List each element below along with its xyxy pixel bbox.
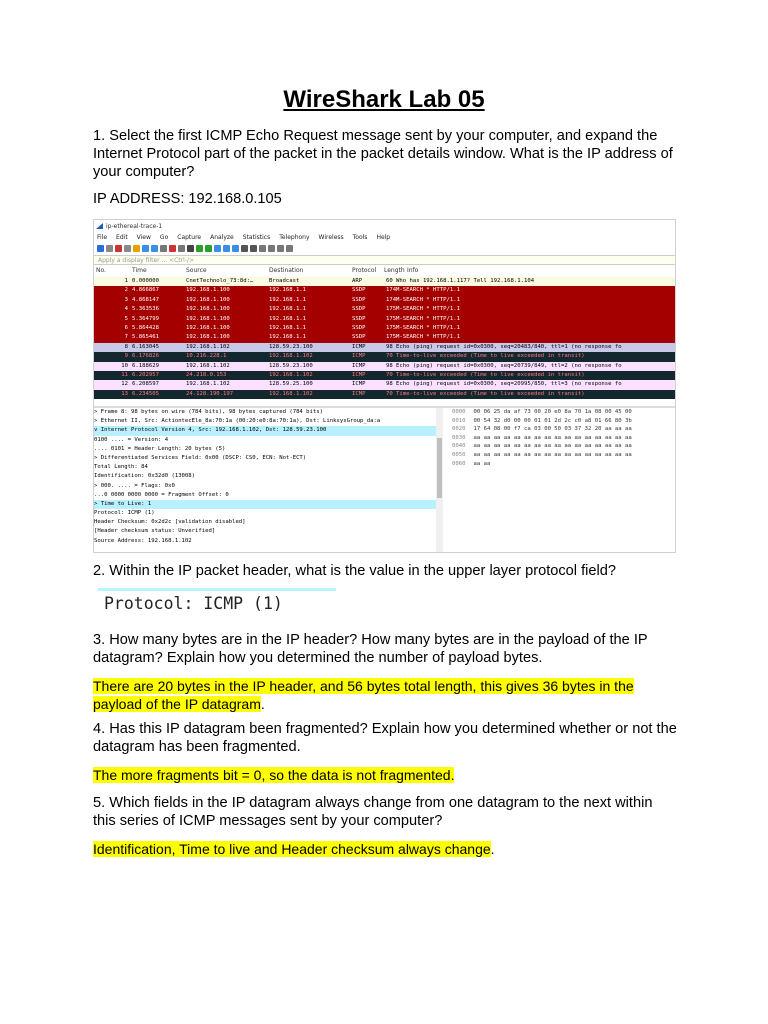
packet-cell-info: Time-to-live exceeded (Time to live exceeded in transit) bbox=[396, 390, 585, 397]
packet-cell-time: 6.188629 bbox=[132, 362, 159, 369]
detail-tree-item[interactable]: .... 0101 = Header Length: 20 bytes (5) bbox=[94, 445, 226, 452]
packet-cell-len: 175 bbox=[386, 306, 397, 313]
packet-cell-info: M-SEARCH * HTTP/1.1 bbox=[396, 334, 460, 341]
highlight-bar bbox=[98, 588, 336, 591]
hex-bytes: aa aa aa aa aa aa aa aa aa aa aa aa aa aa aa aa bbox=[473, 443, 632, 450]
packet-cell-len: 70 bbox=[386, 390, 393, 397]
answer-3-tail: . bbox=[260, 696, 265, 712]
packet-cell-dst: 192.168.1.1 bbox=[269, 315, 307, 322]
packet-cell-src: CnetTechnolo_73:8d:… bbox=[186, 278, 254, 284]
detail-tree-item[interactable]: Identification: 0x32d0 (13008) bbox=[94, 473, 196, 480]
question-3: 3. How many bytes are in the IP header? How many bytes are in the payload of the IP datagram? Explain how you determined the number of payload bytes. bbox=[93, 632, 648, 666]
packet-cell-src: 10.216.228.1 bbox=[186, 353, 227, 360]
packet-cell-no: 1 bbox=[124, 278, 128, 284]
wireshark-screenshot bbox=[93, 219, 676, 553]
col-protocol[interactable]: Protocol bbox=[352, 267, 377, 274]
col-source[interactable]: Source bbox=[186, 267, 207, 274]
packet-cell-no: 4 bbox=[124, 306, 128, 313]
detail-tree-item[interactable]: [Header checksum status: Unverified] bbox=[94, 528, 216, 535]
menu-item-analyze[interactable]: Analyze bbox=[210, 233, 234, 241]
packet-row[interactable] bbox=[94, 286, 675, 295]
toolbar-button-icon[interactable] bbox=[97, 245, 104, 252]
answer-5-highlight: Identification, Time to live and Header checksum always change bbox=[93, 841, 491, 857]
toolbar-button-icon[interactable] bbox=[214, 245, 221, 252]
detail-tree-item[interactable]: > Ethernet II, Src: ActiontecEle_8a:70:1a (00:20:e0:8a:70:1a), Dst: LinksysGroup_da:a bbox=[94, 418, 381, 425]
display-filter-input[interactable]: Apply a display filter ... <Ctrl-/> bbox=[94, 255, 675, 265]
toolbar-button-icon[interactable] bbox=[223, 245, 230, 252]
packet-row[interactable] bbox=[94, 390, 675, 399]
detail-tree-item[interactable]: v Internet Protocol Version 4, Src: 192.168.1.102, Dst: 128.59.23.100 bbox=[94, 426, 439, 435]
page-title: WireShark Lab 05 bbox=[283, 86, 485, 113]
packet-cell-proto: SSDP bbox=[352, 296, 366, 303]
packet-cell-time: 6.163045 bbox=[132, 343, 159, 350]
packet-cell-src: 24.128.190.197 bbox=[186, 390, 234, 397]
hex-offset: 0010 bbox=[452, 417, 466, 424]
hex-offset: 0050 bbox=[452, 451, 466, 458]
packet-cell-proto: SSDP bbox=[352, 315, 366, 322]
packet-cell-dst: 192.168.1.102 bbox=[269, 371, 313, 378]
detail-tree-item[interactable]: > Differentiated Services Field: 0x00 (DSCP: CS0, ECN: Not-ECT) bbox=[94, 454, 307, 461]
packet-cell-proto: ICMP bbox=[352, 362, 366, 369]
hex-offset: 0030 bbox=[452, 434, 466, 441]
hex-bytes: aa aa bbox=[473, 460, 491, 467]
toolbar-button-icon[interactable] bbox=[277, 245, 284, 252]
answer-1: IP ADDRESS: 192.168.0.105 bbox=[93, 191, 282, 207]
packet-row[interactable] bbox=[94, 362, 675, 371]
packet-cell-info: Who has 192.168.1.117? Tell 192.168.1.104 bbox=[396, 278, 535, 284]
packet-bytes-pane bbox=[444, 408, 676, 553]
packet-cell-no: 13 bbox=[121, 390, 128, 397]
packet-cell-src: 192.168.1.100 bbox=[186, 315, 230, 322]
detail-tree-item[interactable]: > Time to Live: 1 bbox=[94, 500, 439, 509]
toolbar-button-icon[interactable] bbox=[133, 245, 140, 252]
hex-row bbox=[444, 451, 676, 460]
toolbar-button-icon[interactable] bbox=[115, 245, 122, 252]
question-2: 2. Within the IP packet header, what is the value in the upper layer protocol field? bbox=[93, 563, 616, 579]
menu-bar bbox=[94, 232, 676, 242]
menu-item-telephony[interactable]: Telephony bbox=[279, 233, 310, 241]
packet-cell-time: 4.866867 bbox=[132, 287, 159, 294]
packet-row[interactable] bbox=[94, 315, 675, 324]
protocol-field-text: Protocol: ICMP (1) bbox=[104, 594, 283, 613]
packet-cell-src: 192.168.1.100 bbox=[186, 334, 230, 341]
menu-item-go[interactable]: Go bbox=[159, 233, 169, 241]
menu-item-capture[interactable]: Capture bbox=[177, 233, 202, 241]
packet-cell-len: 70 bbox=[386, 371, 393, 378]
packet-cell-no: 9 bbox=[124, 353, 128, 360]
packet-cell-info: Echo (ping) request id=0x0300, seq=20483/840, ttl=1 (no response fo bbox=[396, 343, 622, 350]
packet-cell-len: 70 bbox=[386, 353, 393, 360]
hex-row bbox=[444, 442, 676, 451]
packet-cell-time: 5.363536 bbox=[132, 306, 159, 313]
hex-row bbox=[444, 425, 676, 434]
detail-tree-item[interactable]: > Frame 8: 98 bytes on wire (784 bits), 98 bytes captured (784 bits) bbox=[94, 409, 324, 415]
packet-cell-proto: ICMP bbox=[352, 353, 366, 360]
packet-cell-proto: ICMP bbox=[352, 371, 366, 378]
packet-cell-time: 5.865461 bbox=[132, 334, 159, 341]
packet-cell-info: M-SEARCH * HTTP/1.1 bbox=[396, 306, 460, 313]
packet-cell-len: 175 bbox=[386, 324, 397, 331]
col-no[interactable]: No. bbox=[96, 267, 106, 274]
packet-cell-no: 12 bbox=[121, 381, 128, 388]
packet-row[interactable] bbox=[94, 305, 675, 314]
detail-tree-item[interactable]: Total Length: 84 bbox=[94, 464, 148, 471]
col-length[interactable]: Length bbox=[384, 267, 405, 274]
toolbar-button-icon[interactable] bbox=[268, 245, 275, 252]
hex-row bbox=[444, 408, 676, 417]
question-1: 1. Select the first ICMP Echo Request message sent by your computer, and expand the Internet Protocol part of the packet in the packet details window. What is the IP address of your computer? bbox=[93, 128, 673, 180]
packet-cell-proto: ICMP bbox=[352, 381, 366, 388]
question-5: 5. Which fields in the IP datagram always change from one datagram to the next within this series of ICMP messages sent by your computer? bbox=[93, 795, 653, 829]
packet-cell-dst: 192.168.1.1 bbox=[269, 334, 307, 341]
packet-cell-len: 174 bbox=[386, 287, 397, 294]
packet-cell-no: 5 bbox=[124, 315, 128, 322]
hex-row bbox=[444, 417, 676, 426]
hex-offset: 0020 bbox=[452, 426, 466, 433]
toolbar-button-icon[interactable] bbox=[124, 245, 131, 252]
packet-cell-src: 192.168.1.100 bbox=[186, 296, 230, 303]
packet-cell-proto: ICMP bbox=[352, 390, 366, 397]
packet-cell-no: 8 bbox=[124, 343, 128, 350]
packet-cell-info: Time-to-live exceeded (Time to live exceeded in transit) bbox=[396, 353, 585, 360]
packet-cell-time: 5.364799 bbox=[132, 315, 159, 322]
packet-cell-dst: 192.168.1.1 bbox=[269, 324, 307, 331]
col-info[interactable]: Info bbox=[407, 267, 419, 274]
packet-cell-len: 98 bbox=[386, 362, 393, 369]
packet-cell-src: 192.168.1.102 bbox=[186, 343, 230, 350]
packet-cell-len: 175 bbox=[386, 315, 397, 322]
toolbar-button-icon[interactable] bbox=[232, 245, 239, 252]
packet-cell-no: 3 bbox=[124, 296, 128, 303]
answer-4 bbox=[93, 766, 678, 784]
detail-tree-item[interactable]: Protocol: ICMP (1) bbox=[94, 510, 155, 517]
packet-cell-dst: 192.168.1.102 bbox=[269, 390, 313, 397]
toolbar-button-icon[interactable] bbox=[196, 245, 203, 252]
packet-cell-no: 2 bbox=[124, 287, 128, 294]
detail-tree-item[interactable]: Header Checksum: 0x2d2c [validation disabled] bbox=[94, 519, 246, 526]
toolbar-button-icon[interactable] bbox=[178, 245, 185, 252]
packet-cell-proto: SSDP bbox=[352, 306, 366, 313]
packet-list bbox=[94, 277, 675, 399]
packet-row[interactable] bbox=[94, 343, 675, 352]
packet-cell-info: Echo (ping) request id=0x0300, seq=20995/850, ttl=3 (no response fo bbox=[396, 381, 622, 388]
packet-row[interactable] bbox=[94, 296, 675, 305]
col-destination[interactable]: Destination bbox=[269, 267, 304, 274]
packet-cell-time: 6.208597 bbox=[132, 381, 159, 388]
packet-cell-proto: SSDP bbox=[352, 324, 366, 331]
hex-bytes: aa aa aa aa aa aa aa aa aa aa aa aa aa aa aa aa bbox=[473, 434, 632, 441]
protocol-field-snippet bbox=[98, 588, 338, 616]
packet-cell-info: Echo (ping) request id=0x0300, seq=20739/849, ttl=2 (no response fo bbox=[396, 362, 622, 369]
toolbar-button-icon[interactable] bbox=[106, 245, 113, 252]
packet-row[interactable] bbox=[94, 352, 675, 361]
hex-row bbox=[444, 460, 676, 469]
packet-cell-dst: 192.168.1.1 bbox=[269, 287, 307, 294]
packet-cell-no: 10 bbox=[121, 362, 128, 369]
menu-item-wireless[interactable]: Wireless bbox=[318, 233, 344, 241]
packet-cell-time: 0.000000 bbox=[132, 278, 159, 284]
hex-offset: 0040 bbox=[452, 443, 466, 450]
wireshark-fin-icon bbox=[96, 223, 103, 229]
detail-tree-item[interactable]: ...0 0000 0000 0000 = Fragment Offset: 0 bbox=[94, 491, 229, 498]
hex-bytes: 00 54 32 d0 00 00 01 01 2d 2c c0 a8 01 66 80 3b bbox=[473, 417, 632, 424]
packet-cell-proto: SSDP bbox=[352, 287, 366, 294]
details-scrollbar[interactable] bbox=[436, 408, 443, 553]
packet-cell-dst: 128.59.25.100 bbox=[269, 381, 313, 388]
packet-cell-src: 192.168.1.100 bbox=[186, 324, 230, 331]
packet-cell-time: 6.176826 bbox=[132, 353, 159, 360]
packet-row[interactable] bbox=[94, 324, 675, 333]
menu-item-tools[interactable]: Tools bbox=[352, 233, 368, 241]
answer-3-highlight: There are 20 bytes in the IP header, and 56 bytes total length, this gives 36 bytes in the payload of the IP datagram bbox=[93, 678, 634, 712]
answer-5-tail: . bbox=[490, 841, 495, 857]
toolbar-button-icon[interactable] bbox=[205, 245, 212, 252]
packet-cell-len: 174 bbox=[386, 296, 397, 303]
packet-cell-no: 7 bbox=[124, 334, 128, 341]
packet-cell-time: 6.234505 bbox=[132, 390, 159, 397]
packet-row[interactable] bbox=[94, 371, 675, 380]
detail-tree-item[interactable]: Source Address: 192.168.1.102 bbox=[94, 537, 192, 544]
toolbar-button-icon[interactable] bbox=[187, 245, 194, 252]
hex-row bbox=[444, 434, 676, 443]
packet-cell-dst: 192.168.1.102 bbox=[269, 353, 313, 360]
main-toolbar bbox=[94, 242, 676, 254]
packet-row[interactable] bbox=[94, 380, 675, 389]
toolbar-button-icon[interactable] bbox=[169, 245, 176, 252]
packet-cell-time: 4.868147 bbox=[132, 296, 159, 303]
packet-cell-src: 192.168.1.100 bbox=[186, 287, 230, 294]
answer-4-highlight: The more fragments bit = 0, so the data is not fragmented. bbox=[93, 767, 455, 783]
toolbar-button-icon[interactable] bbox=[250, 245, 257, 252]
packet-cell-info: M-SEARCH * HTTP/1.1 bbox=[396, 324, 460, 331]
packet-cell-no: 11 bbox=[121, 371, 128, 378]
packet-cell-dst: 128.59.23.100 bbox=[269, 343, 313, 350]
packet-cell-no: 6 bbox=[124, 324, 128, 331]
packet-details-pane bbox=[94, 408, 439, 553]
detail-tree-item[interactable]: 0100 .... = Version: 4 bbox=[94, 436, 169, 443]
hex-bytes: 00 06 25 da af 73 00 20 e0 8a 70 1a 08 00 45 00 bbox=[473, 409, 632, 415]
packet-row[interactable] bbox=[94, 333, 675, 342]
packet-cell-info: Time-to-live exceeded (Time to live exceeded in transit) bbox=[396, 371, 585, 378]
hex-offset: 0060 bbox=[452, 460, 466, 467]
packet-cell-info: M-SEARCH * HTTP/1.1 bbox=[396, 315, 460, 322]
hex-bytes: aa aa aa aa aa aa aa aa aa aa aa aa aa aa aa aa bbox=[473, 451, 632, 458]
detail-tree-item[interactable]: > 000. .... = Flags: 0x0 bbox=[94, 482, 175, 489]
packet-cell-dst: 192.168.1.1 bbox=[269, 296, 307, 303]
menu-item-statistics[interactable]: Statistics bbox=[242, 233, 271, 241]
packet-row[interactable] bbox=[94, 277, 675, 286]
packet-cell-dst: 128.59.23.100 bbox=[269, 362, 313, 369]
packet-cell-len: 175 bbox=[386, 334, 397, 341]
packet-cell-dst: Broadcast bbox=[269, 278, 300, 284]
packet-cell-src: 192.168.1.102 bbox=[186, 381, 230, 388]
packet-cell-proto: ARP bbox=[352, 278, 363, 284]
packet-cell-info: M-SEARCH * HTTP/1.1 bbox=[396, 296, 460, 303]
toolbar-button-icon[interactable] bbox=[241, 245, 248, 252]
packet-cell-src: 24.218.0.153 bbox=[186, 371, 227, 378]
toolbar-button-icon[interactable] bbox=[286, 245, 293, 252]
packet-cell-time: 5.864428 bbox=[132, 324, 159, 331]
menu-item-help[interactable]: Help bbox=[376, 233, 391, 241]
wireshark-title-bar bbox=[94, 220, 676, 232]
answer-5 bbox=[93, 840, 678, 858]
col-time[interactable]: Time bbox=[132, 267, 147, 274]
hex-offset: 0000 bbox=[452, 409, 466, 415]
toolbar-button-icon[interactable] bbox=[160, 245, 167, 252]
packet-cell-src: 192.168.1.100 bbox=[186, 306, 230, 313]
toolbar-button-icon[interactable] bbox=[259, 245, 266, 252]
packet-cell-len: 98 bbox=[386, 343, 393, 350]
packet-cell-time: 6.202957 bbox=[132, 371, 159, 378]
toolbar-button-icon[interactable] bbox=[151, 245, 158, 252]
packet-cell-dst: 192.168.1.1 bbox=[269, 306, 307, 313]
packet-cell-len: 60 bbox=[386, 278, 393, 284]
packet-cell-proto: SSDP bbox=[352, 334, 366, 341]
question-4: 4. Has this IP datagram been fragmented? Explain how you determined whether or not the datagram has been fragmented. bbox=[93, 721, 677, 755]
menu-item-view[interactable]: View bbox=[136, 233, 151, 241]
toolbar-button-icon[interactable] bbox=[142, 245, 149, 252]
packet-cell-info: M-SEARCH * HTTP/1.1 bbox=[396, 287, 460, 294]
window-title: ip-ethereal-trace-1 bbox=[106, 222, 163, 230]
menu-item-edit[interactable]: Edit bbox=[116, 233, 128, 241]
menu-item-file[interactable]: File bbox=[97, 233, 108, 241]
scrollbar-thumb[interactable] bbox=[437, 438, 442, 498]
packet-cell-src: 192.168.1.102 bbox=[186, 362, 230, 369]
packet-cell-len: 98 bbox=[386, 381, 393, 388]
answer-3 bbox=[93, 677, 678, 713]
hex-bytes: 17 64 08 00 f7 ca 03 00 50 03 37 32 20 aa aa aa bbox=[473, 426, 632, 433]
packet-cell-proto: ICMP bbox=[352, 343, 366, 350]
